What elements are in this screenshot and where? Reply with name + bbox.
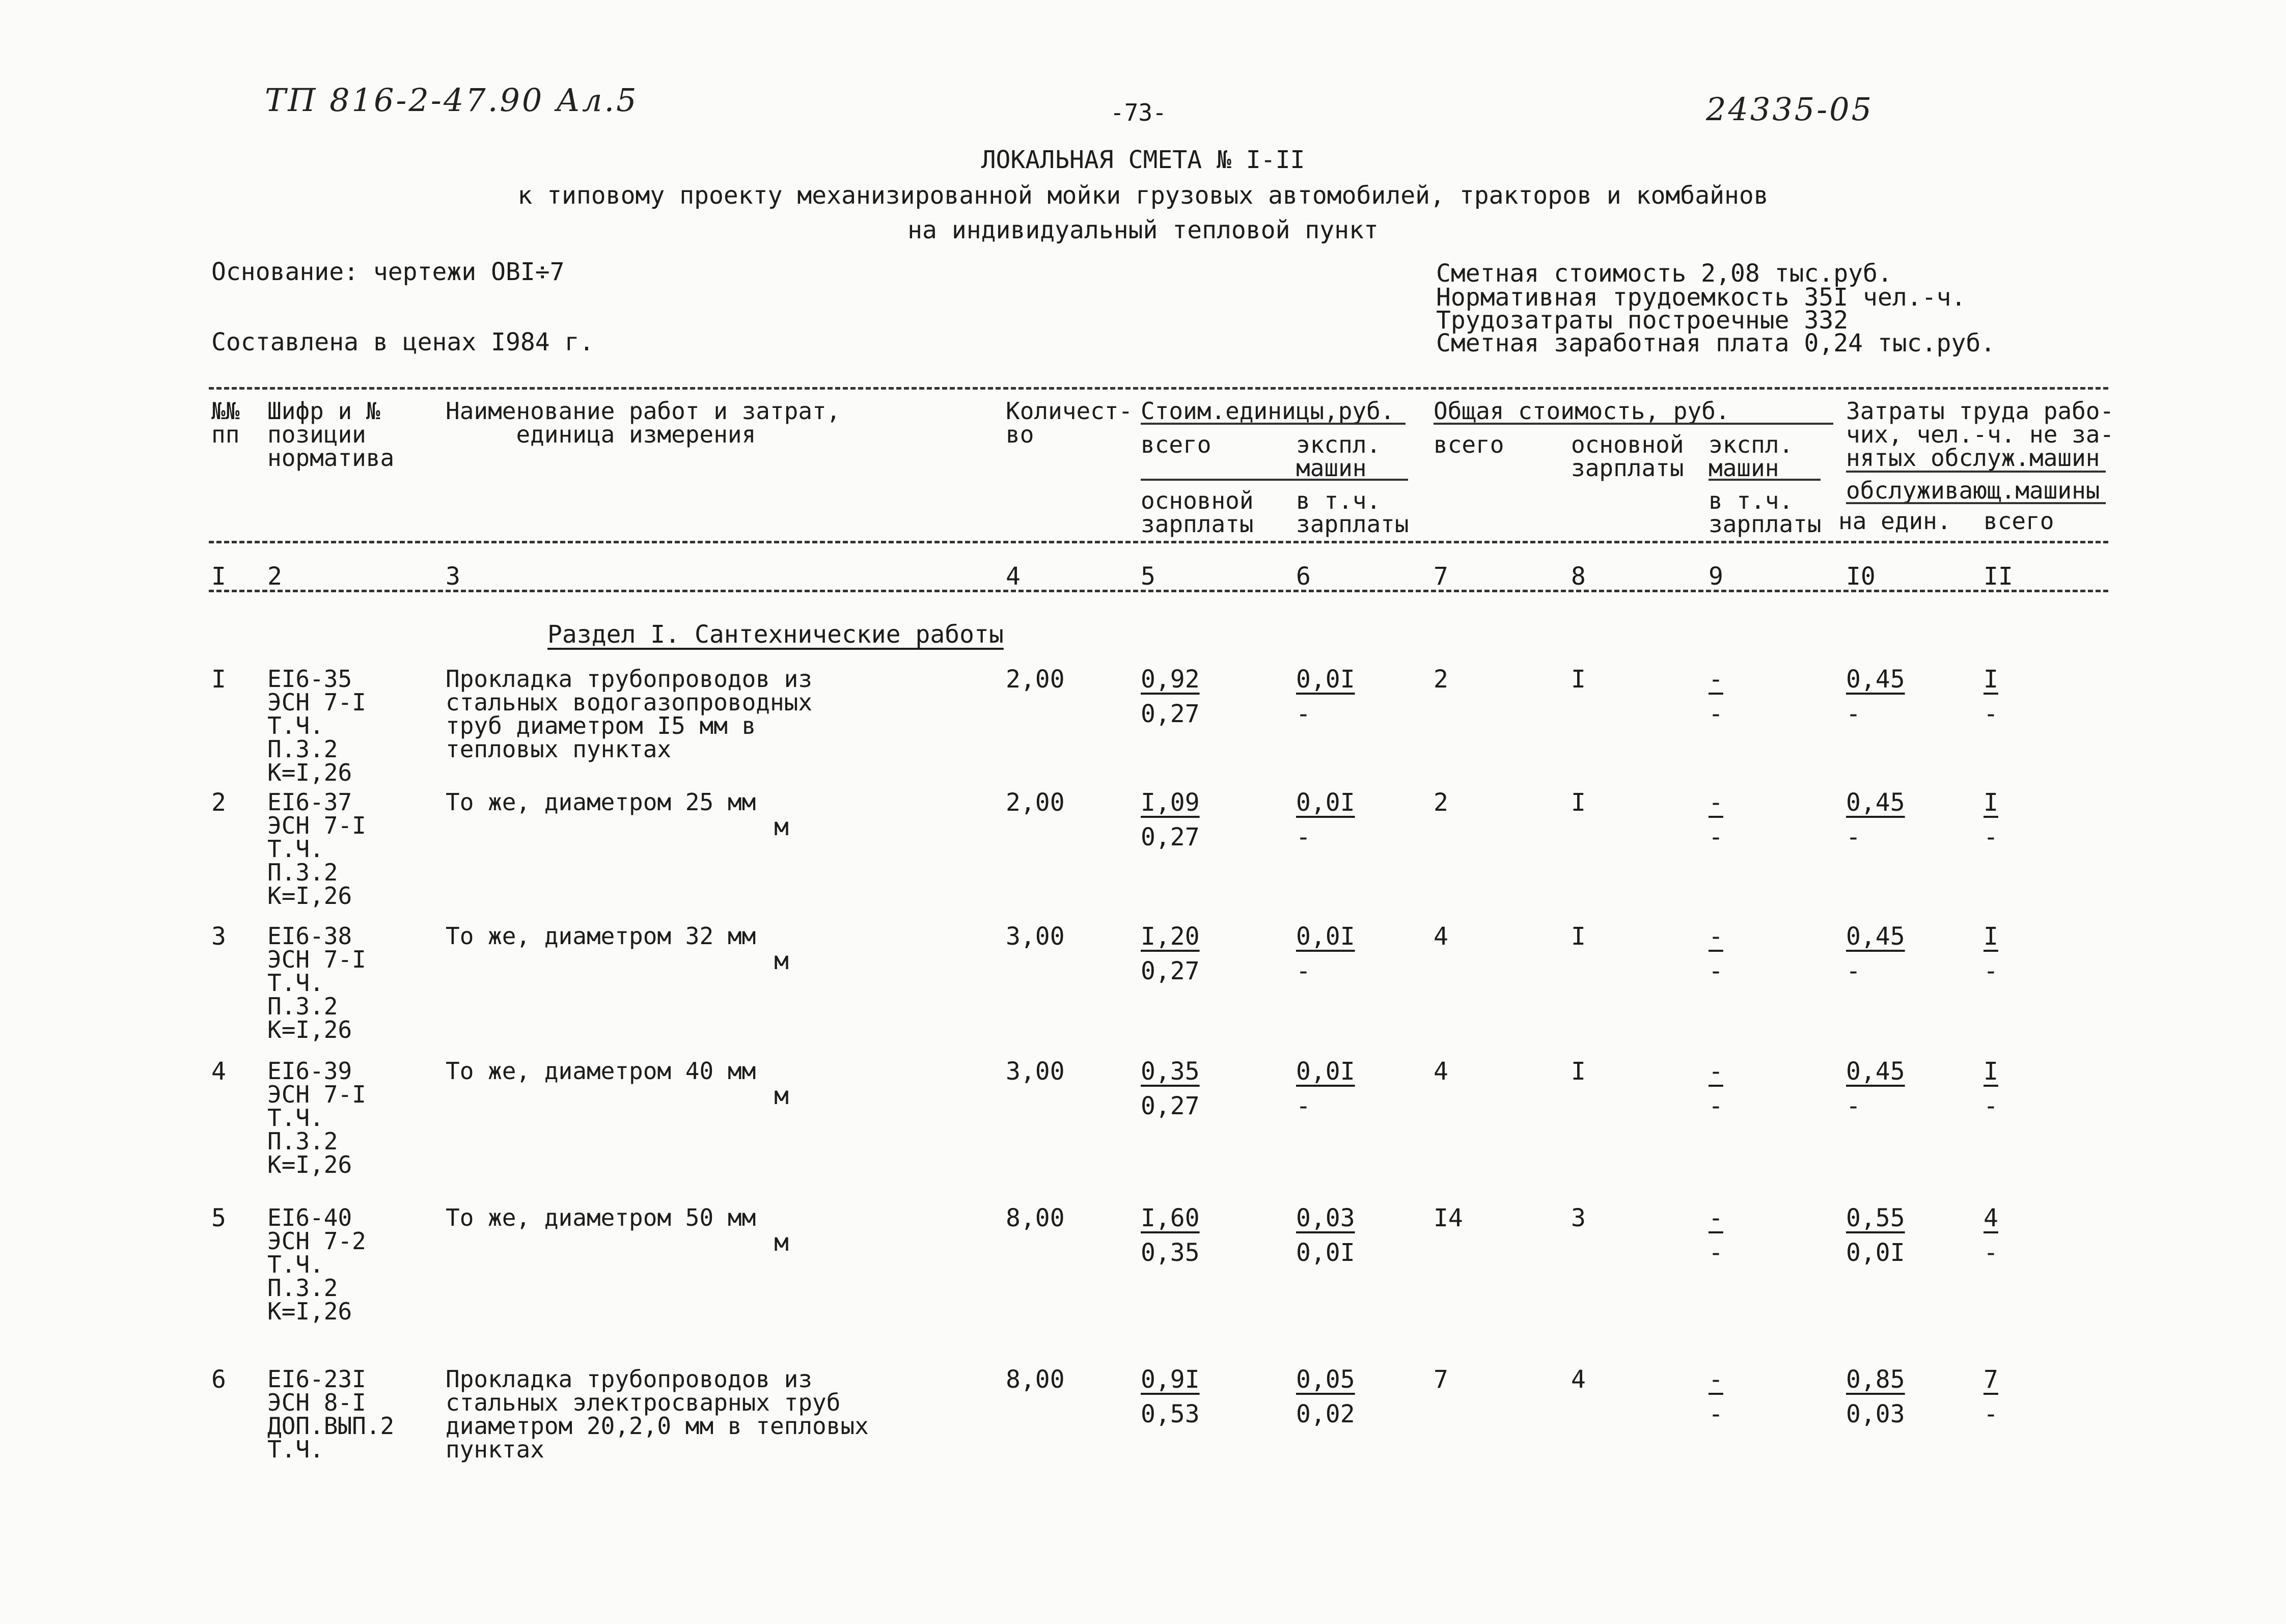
col-header-labor: Затраты труда рабо- чих, чел.-ч. не за- нятых обслуж.машин xyxy=(1846,397,2114,472)
labor-per-unit: 0,45 xyxy=(1846,788,1905,817)
quantity: 8,00 xyxy=(1006,1204,1065,1232)
norm-code: ЕI6-35 ЭСН 7-I Т.Ч. П.3.2 К=I,26 xyxy=(267,665,366,786)
labor-per-unit: 0,45 xyxy=(1846,1057,1905,1086)
labor-per-unit: 0,45 xyxy=(1846,665,1905,694)
total-cost-salary: I xyxy=(1571,922,1586,951)
unit-cost-underline xyxy=(1141,423,1406,425)
unit-of-measure: м xyxy=(774,1228,789,1257)
unit-cost-total: I,09 xyxy=(1141,788,1200,817)
work-name: Прокладка трубопроводов из стальных водогазопроводных труб диаметром I5 мм в тепловых пунктах xyxy=(446,665,813,763)
unit-split-underline xyxy=(1141,479,1408,481)
unit-cost-total: 0,92 xyxy=(1141,665,1200,694)
row-number: 5 xyxy=(211,1204,226,1232)
unit-cost-machines: 0,0I xyxy=(1296,922,1355,951)
col-header-total-salary: основной зарплаты xyxy=(1571,431,1684,482)
labor-per-unit-service: - xyxy=(1846,823,1861,851)
col-header-labor-unit: на един. xyxy=(1838,507,1951,535)
total-cost-salary: 4 xyxy=(1571,1365,1586,1394)
row-number: 6 xyxy=(211,1365,226,1394)
quantity: 3,00 xyxy=(1006,1057,1065,1086)
norm-code: ЕI6-23I ЭСН 8-I ДОП.ВЫП.2 Т.Ч. xyxy=(267,1365,395,1463)
total-cost-all: 7 xyxy=(1434,1365,1448,1394)
unit-cost-incl-salary: - xyxy=(1296,700,1311,728)
labor-total-service: - xyxy=(1984,1238,1998,1267)
unit-cost-incl-salary: - xyxy=(1296,1092,1311,1120)
total-cost-machines: - xyxy=(1709,922,1723,951)
row-number: 4 xyxy=(211,1057,226,1086)
total-cost-all: 4 xyxy=(1434,1057,1448,1086)
document-subtitle: к типовому проекту механизированной мойки грузовых автомобилей, тракторов и комбайнов xyxy=(517,181,1769,210)
document-title: ЛОКАЛЬНАЯ СМЕТА № I-II xyxy=(981,146,1305,174)
labor-per-unit-service: - xyxy=(1846,957,1861,985)
labor-total-service: - xyxy=(1984,1400,1998,1428)
work-name: Прокладка трубопроводов из стальных электросварных труб диаметром 20,2,0 мм в тепловых пунктах xyxy=(446,1365,869,1463)
labor-per-unit-service: 0,03 xyxy=(1846,1400,1905,1428)
col-header-labor-all: всего xyxy=(1984,507,2054,535)
total-cost-salary: 3 xyxy=(1571,1204,1586,1232)
total-cost-machines: - xyxy=(1709,1057,1723,1086)
labor-norm: Нормативная трудоемкость 35I чел.-ч. xyxy=(1436,283,1966,312)
norm-code: ЕI6-37 ЭСН 7-I Т.Ч. П.3.2 К=I,26 xyxy=(267,788,366,910)
labor-total: 4 xyxy=(1984,1204,1998,1232)
col-number: I xyxy=(211,562,226,591)
total-cost-all: 4 xyxy=(1434,922,1448,951)
row-number: I xyxy=(211,665,226,694)
quantity: 2,00 xyxy=(1006,665,1065,694)
unit-of-measure: м xyxy=(774,813,789,841)
labor-per-unit-service: - xyxy=(1846,700,1861,728)
col-number: II xyxy=(1984,562,2013,591)
quantity: 8,00 xyxy=(1006,1365,1065,1394)
labor-total-service: - xyxy=(1984,957,1998,985)
row-number: 2 xyxy=(211,788,226,817)
col-number: 9 xyxy=(1709,562,1723,591)
labor-per-unit-service: - xyxy=(1846,1092,1861,1120)
unit-cost-salary: 0,27 xyxy=(1141,700,1200,728)
unit-cost-total: I,60 xyxy=(1141,1204,1200,1232)
col-header-code: Шифр и № позиции норматива xyxy=(267,397,395,472)
col-number: 4 xyxy=(1006,562,1021,591)
total-cost-salary: I xyxy=(1571,788,1586,817)
archive-number: 24335-05 xyxy=(1706,91,1874,128)
unit-cost-salary: 0,27 xyxy=(1141,957,1200,985)
total-cost-all: 2 xyxy=(1434,665,1448,694)
total-cost-incl-salary: - xyxy=(1709,1400,1723,1428)
row-number: 3 xyxy=(211,922,226,951)
unit-cost-machines: 0,0I xyxy=(1296,788,1355,817)
unit-cost-salary: 0,35 xyxy=(1141,1238,1200,1267)
prices-text: Составлена в ценах I984 г. xyxy=(211,328,594,356)
labor-per-unit-service: 0,0I xyxy=(1846,1238,1905,1267)
total-cost-underline xyxy=(1434,423,1833,425)
work-name: То же, диаметром 40 мм xyxy=(446,1057,756,1085)
col-header-name: Наименование работ и затрат, единица измерения xyxy=(446,397,841,448)
document-subtitle-2: на индивидуальный тепловой пункт xyxy=(907,216,1379,244)
unit-cost-total: 0,9I xyxy=(1141,1365,1200,1394)
col-number: 7 xyxy=(1434,562,1448,591)
estimated-cost: Сметная стоимость 2,08 тыс.руб. xyxy=(1436,259,1892,288)
unit-of-measure: м xyxy=(774,1082,789,1110)
col-number: I0 xyxy=(1846,562,1876,591)
labor-total: I xyxy=(1984,788,1998,817)
labor-building: Трудозатраты построечные 332 xyxy=(1436,306,1849,335)
unit-cost-incl-salary: - xyxy=(1296,823,1311,851)
work-name: То же, диаметром 25 мм xyxy=(446,788,756,816)
labor-total-service: - xyxy=(1984,700,1998,728)
unit-cost-total: 0,35 xyxy=(1141,1057,1200,1086)
norm-code: ЕI6-39 ЭСН 7-I Т.Ч. П.3.2 К=I,26 xyxy=(267,1057,366,1178)
unit-cost-machines: 0,03 xyxy=(1296,1204,1355,1232)
col-header-unit-machines: экспл. машин xyxy=(1296,431,1381,482)
quantity: 3,00 xyxy=(1006,922,1065,951)
basis-text: Основание: чертежи ОВI÷7 xyxy=(211,258,565,286)
total-cost-incl-salary: - xyxy=(1709,957,1723,985)
total-cost-machines: - xyxy=(1709,1204,1723,1232)
col-header-unit-incl-salary: в т.ч. зарплаты xyxy=(1296,487,1409,538)
col-header-total-incl-salary: в т.ч. зарплаты xyxy=(1709,487,1822,538)
labor-total-service: - xyxy=(1984,823,1998,851)
col-header-unit-salary: основной зарплаты xyxy=(1141,487,1254,538)
col-header-number: №№ пп xyxy=(211,397,240,448)
labor-total: I xyxy=(1984,922,1998,951)
labor-underline xyxy=(1846,471,2106,473)
labor-total: I xyxy=(1984,1057,1998,1086)
section-title: Раздел I. Сантехнические работы xyxy=(547,620,1004,649)
unit-cost-salary: 0,27 xyxy=(1141,823,1200,851)
total-cost-machines: - xyxy=(1709,665,1723,694)
norm-code: ЕI6-38 ЭСН 7-I Т.Ч. П.3.2 К=I,26 xyxy=(267,922,366,1043)
norm-code: ЕI6-40 ЭСН 7-2 Т.Ч. П.3.2 К=I,26 xyxy=(267,1204,366,1325)
doc-reference: ТП 816-2-47.90 Ал.5 xyxy=(265,81,639,119)
unit-cost-incl-salary: - xyxy=(1296,957,1311,985)
total-cost-incl-salary: - xyxy=(1709,700,1723,728)
total-mach-underline xyxy=(1709,479,1821,481)
table-top-border xyxy=(209,387,2108,390)
total-cost-machines: - xyxy=(1709,788,1723,817)
total-cost-machines: - xyxy=(1709,1365,1723,1394)
unit-cost-incl-salary: 0,02 xyxy=(1296,1400,1355,1428)
unit-cost-machines: 0,05 xyxy=(1296,1365,1355,1394)
col-header-unit-cost: Стоим.единицы,руб. xyxy=(1141,397,1395,425)
header-bottom-border xyxy=(209,541,2108,543)
col-numbers-border xyxy=(209,590,2108,592)
work-name: То же, диаметром 32 мм xyxy=(446,922,756,950)
unit-cost-machines: 0,0I xyxy=(1296,665,1355,694)
total-cost-incl-salary: - xyxy=(1709,823,1723,851)
col-header-total-machines: экспл. машин xyxy=(1709,431,1794,482)
labor-per-unit: 0,45 xyxy=(1846,922,1905,951)
labor-total-service: - xyxy=(1984,1092,1998,1120)
total-cost-incl-salary: - xyxy=(1709,1092,1723,1120)
unit-cost-incl-salary: 0,0I xyxy=(1296,1238,1355,1267)
col-number: 6 xyxy=(1296,562,1311,591)
quantity: 2,00 xyxy=(1006,788,1065,817)
col-number: 8 xyxy=(1571,562,1586,591)
total-cost-all: 2 xyxy=(1434,788,1448,817)
col-header-total-all: всего xyxy=(1434,431,1504,458)
total-cost-incl-salary: - xyxy=(1709,1238,1723,1267)
col-number: 5 xyxy=(1141,562,1155,591)
labor-per-unit: 0,85 xyxy=(1846,1365,1905,1394)
page-number: -73- xyxy=(1110,99,1167,126)
labor-total: I xyxy=(1984,665,1998,694)
unit-cost-salary: 0,27 xyxy=(1141,1092,1200,1120)
labor-total: 7 xyxy=(1984,1365,1998,1394)
total-cost-all: I4 xyxy=(1434,1204,1463,1232)
estimated-salary: Сметная заработная плата 0,24 тыс.руб. xyxy=(1436,329,1996,357)
col-header-unit-total: всего xyxy=(1141,431,1211,458)
col-header-total-cost: Общая стоимость, руб. xyxy=(1434,397,1730,425)
labor-per-unit: 0,55 xyxy=(1846,1204,1905,1232)
col-number: 2 xyxy=(267,562,282,591)
unit-cost-machines: 0,0I xyxy=(1296,1057,1355,1086)
col-header-labor-service: обслуживающ.машины xyxy=(1846,477,2100,504)
unit-of-measure: м xyxy=(774,947,789,975)
col-number: 3 xyxy=(446,562,460,591)
unit-cost-total: I,20 xyxy=(1141,922,1200,951)
work-name: То же, диаметром 50 мм xyxy=(446,1204,756,1231)
unit-cost-salary: 0,53 xyxy=(1141,1400,1200,1428)
col-header-quantity: Количест- во xyxy=(1006,397,1133,448)
total-cost-salary: I xyxy=(1571,665,1586,694)
total-cost-salary: I xyxy=(1571,1057,1586,1086)
labor-service-underline xyxy=(1846,502,2106,504)
